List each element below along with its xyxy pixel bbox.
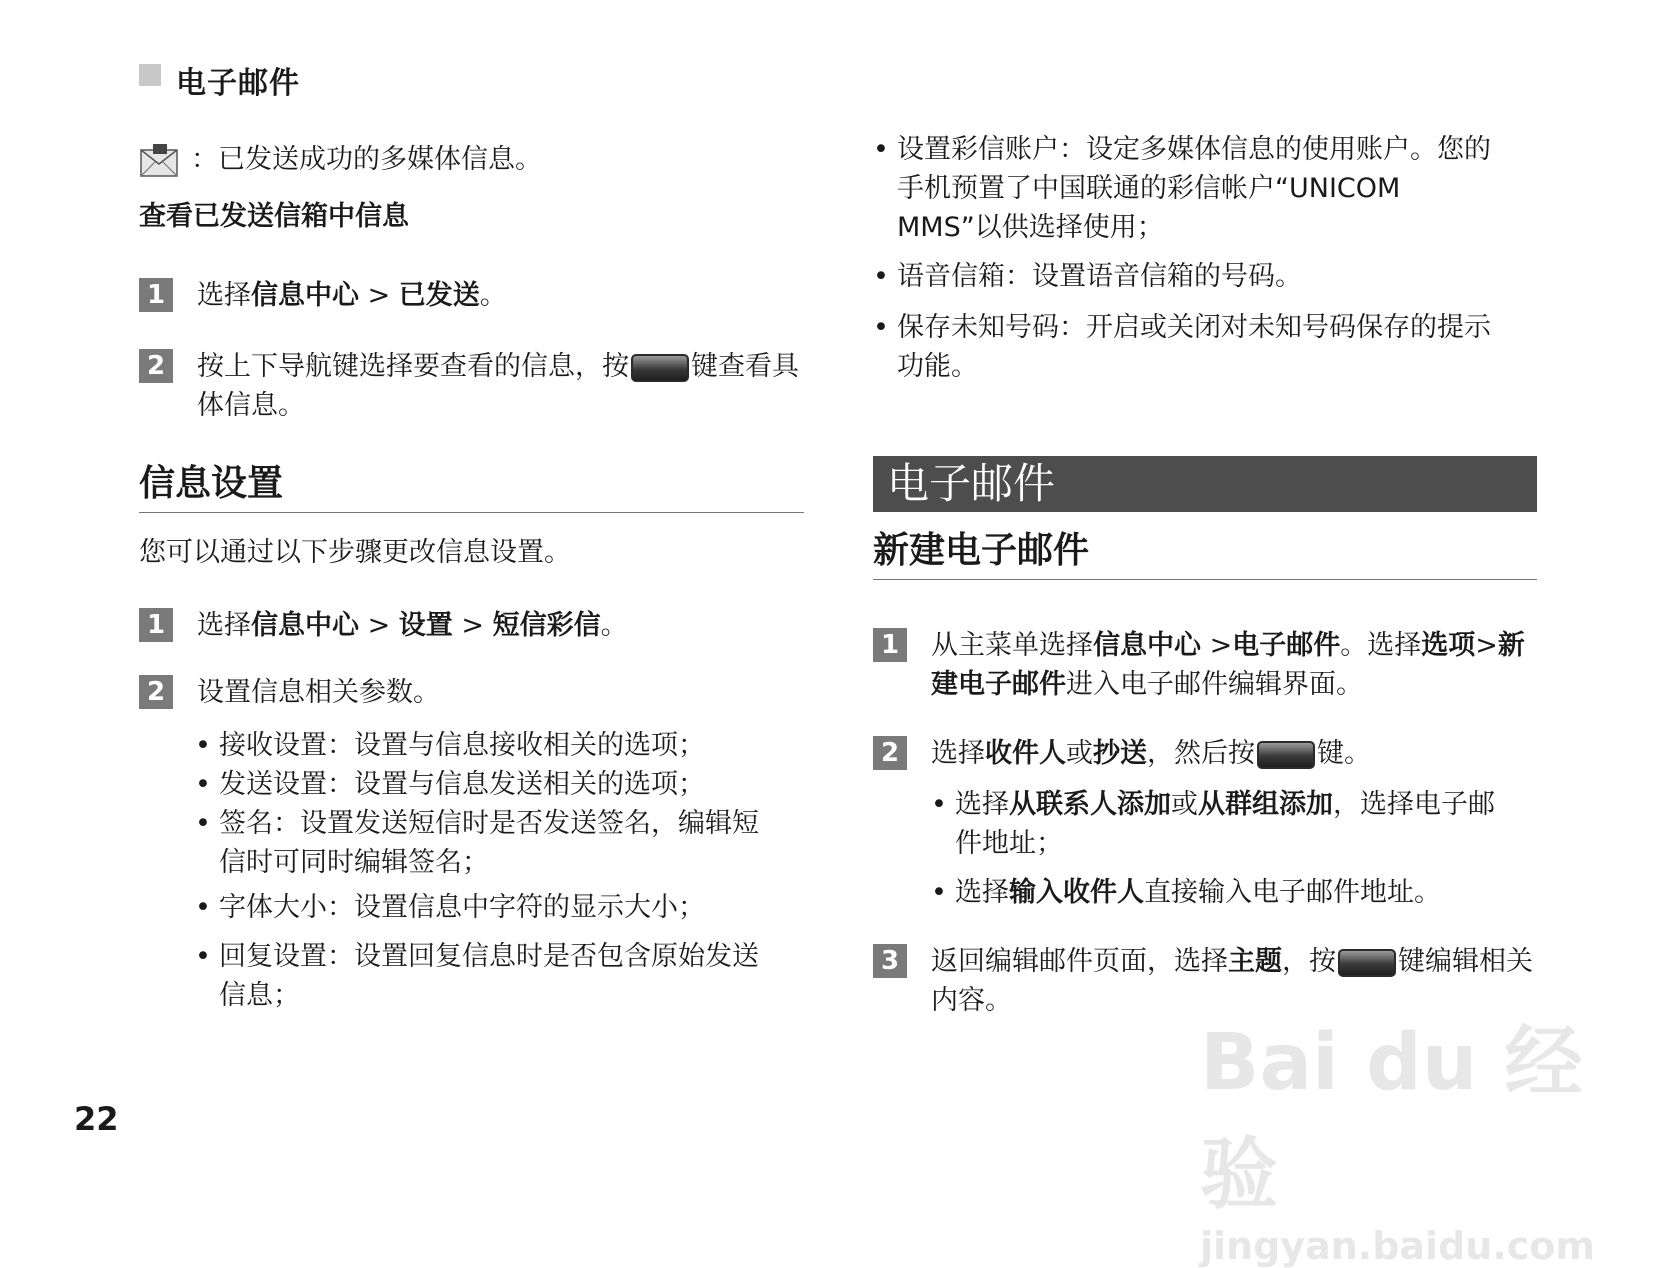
menu-path-item: 信息中心 [251, 610, 359, 641]
step-text: 设置信息相关参数。 [197, 677, 440, 708]
menu-path-item: 信息中心 [251, 280, 359, 311]
menu-path-item: 信息中心 [1093, 630, 1201, 661]
running-header-title: 电子邮件 [176, 66, 300, 101]
path-separator: > [359, 280, 399, 311]
option-name: 抄送 [1093, 738, 1147, 769]
step-text: 选择 [197, 610, 251, 641]
list-item: • 设置彩信账户：设定多媒体信息的使用账户。您的手机预置了中国联通的彩信帐户“UNICOM MMS”以供选择使用； [873, 130, 1513, 247]
sent-step-2 [139, 347, 804, 425]
right-lower-column [873, 522, 1537, 1020]
menu-path-item: 电子邮件 [1232, 630, 1341, 661]
baidu-watermark [1200, 1000, 1600, 1268]
option-name: 主题 [1228, 946, 1282, 977]
sent-step-1 [139, 276, 804, 315]
menu-path-item: 已发送 [398, 280, 480, 311]
mms-sent-line [139, 140, 804, 179]
chapter-banner: 电子邮件 [873, 456, 1537, 512]
menu-path-item: 选项 [1421, 630, 1476, 661]
step-text: 或 [1066, 738, 1093, 769]
list-item: • 选择输入收件人直接输入电子邮件地址。 [931, 873, 1521, 912]
soft-key-icon [1257, 741, 1315, 769]
right-column [873, 130, 1538, 386]
settings-step-1 [139, 606, 804, 645]
path-separator: > [1201, 630, 1233, 661]
step-text: 选择 [197, 280, 251, 311]
step-text: 键查看具体信息。 [197, 351, 799, 421]
mail-sent-icon [139, 144, 179, 178]
list-item: • 保存未知号码：开启或关闭对未知号码保存的提示功能。 [873, 308, 1513, 386]
menu-path-item: 设置 [398, 610, 453, 641]
step-text: 返回编辑邮件页面，选择 [931, 946, 1228, 977]
option-name: 收件人 [985, 738, 1066, 769]
step-number: 2 [873, 736, 907, 770]
list-item: • 语音信箱：设置语音信箱的号码。 [873, 257, 1513, 296]
page-number: 22 [74, 1100, 119, 1138]
menu-path-item: 新建电子邮件 [931, 630, 1525, 700]
step-text: 从主菜单选择 [931, 630, 1093, 661]
step-text: 进入电子邮件编辑界面。 [1066, 669, 1363, 700]
left-column [139, 140, 804, 1015]
settings-intro: 您可以通过以下步骤更改信息设置。 [139, 537, 571, 568]
step-text: 。 [479, 280, 507, 311]
list-item: • 签名：设置发送短信时是否发送签名，编辑短信时可同时编辑签名； [195, 804, 785, 882]
path-separator: > [359, 610, 399, 641]
step-number: 1 [873, 628, 907, 662]
path-separator: > [452, 610, 493, 641]
step-number: 2 [139, 349, 173, 383]
sent-box-heading: 查看已发送信箱中信息 [139, 201, 409, 232]
step-number: 3 [873, 944, 907, 978]
path-separator: > [1475, 630, 1498, 661]
watermark-url-text: jingyan.baidu.com [1200, 1224, 1595, 1268]
step-text: 键。 [1317, 738, 1371, 769]
step-number: 2 [139, 675, 173, 709]
settings-heading: 信息设置 [139, 455, 804, 513]
step-text: 。选择 [1340, 630, 1422, 661]
step-number: 1 [139, 278, 173, 312]
list-item: • 回复设置：设置回复信息时是否包含原始发送信息； [195, 937, 785, 1015]
step-text: 按上下导航键选择要查看的信息，按 [197, 351, 629, 382]
email-step-2 [873, 734, 1537, 773]
list-item: • 接收设置：设置与信息接收相关的选项； [195, 726, 785, 765]
step-text: ，然后按 [1147, 738, 1255, 769]
list-item: • 字体大小：设置信息中字符的显示大小； [195, 888, 785, 927]
list-item: • 发送设置：设置与信息发送相关的选项； [195, 765, 785, 804]
step-text: 选择 [931, 738, 985, 769]
watermark-logo-text: Bai du 经验 [1200, 1018, 1583, 1220]
settings-step-2 [139, 673, 804, 712]
soft-key-icon [1338, 949, 1396, 977]
settings-bullet-list-continued [873, 130, 1513, 386]
step-text: 。 [600, 610, 628, 641]
new-email-heading: 新建电子邮件 [873, 522, 1537, 580]
step-text: ，按 [1282, 946, 1336, 977]
mms-sent-desc: ：已发送成功的多媒体信息。 [191, 144, 542, 175]
settings-bullet-list [195, 726, 785, 1015]
step-number: 1 [139, 608, 173, 642]
email-step-1 [873, 626, 1537, 704]
header-marker [139, 64, 161, 86]
list-item: • 选择从联系人添加或从群组添加，选择电子邮件地址； [931, 785, 1521, 863]
recipient-bullet-list [931, 785, 1521, 912]
step-text: 键编辑相关内容。 [931, 946, 1533, 1016]
soft-key-icon [631, 354, 689, 382]
menu-path-item: 短信彩信 [492, 610, 601, 641]
